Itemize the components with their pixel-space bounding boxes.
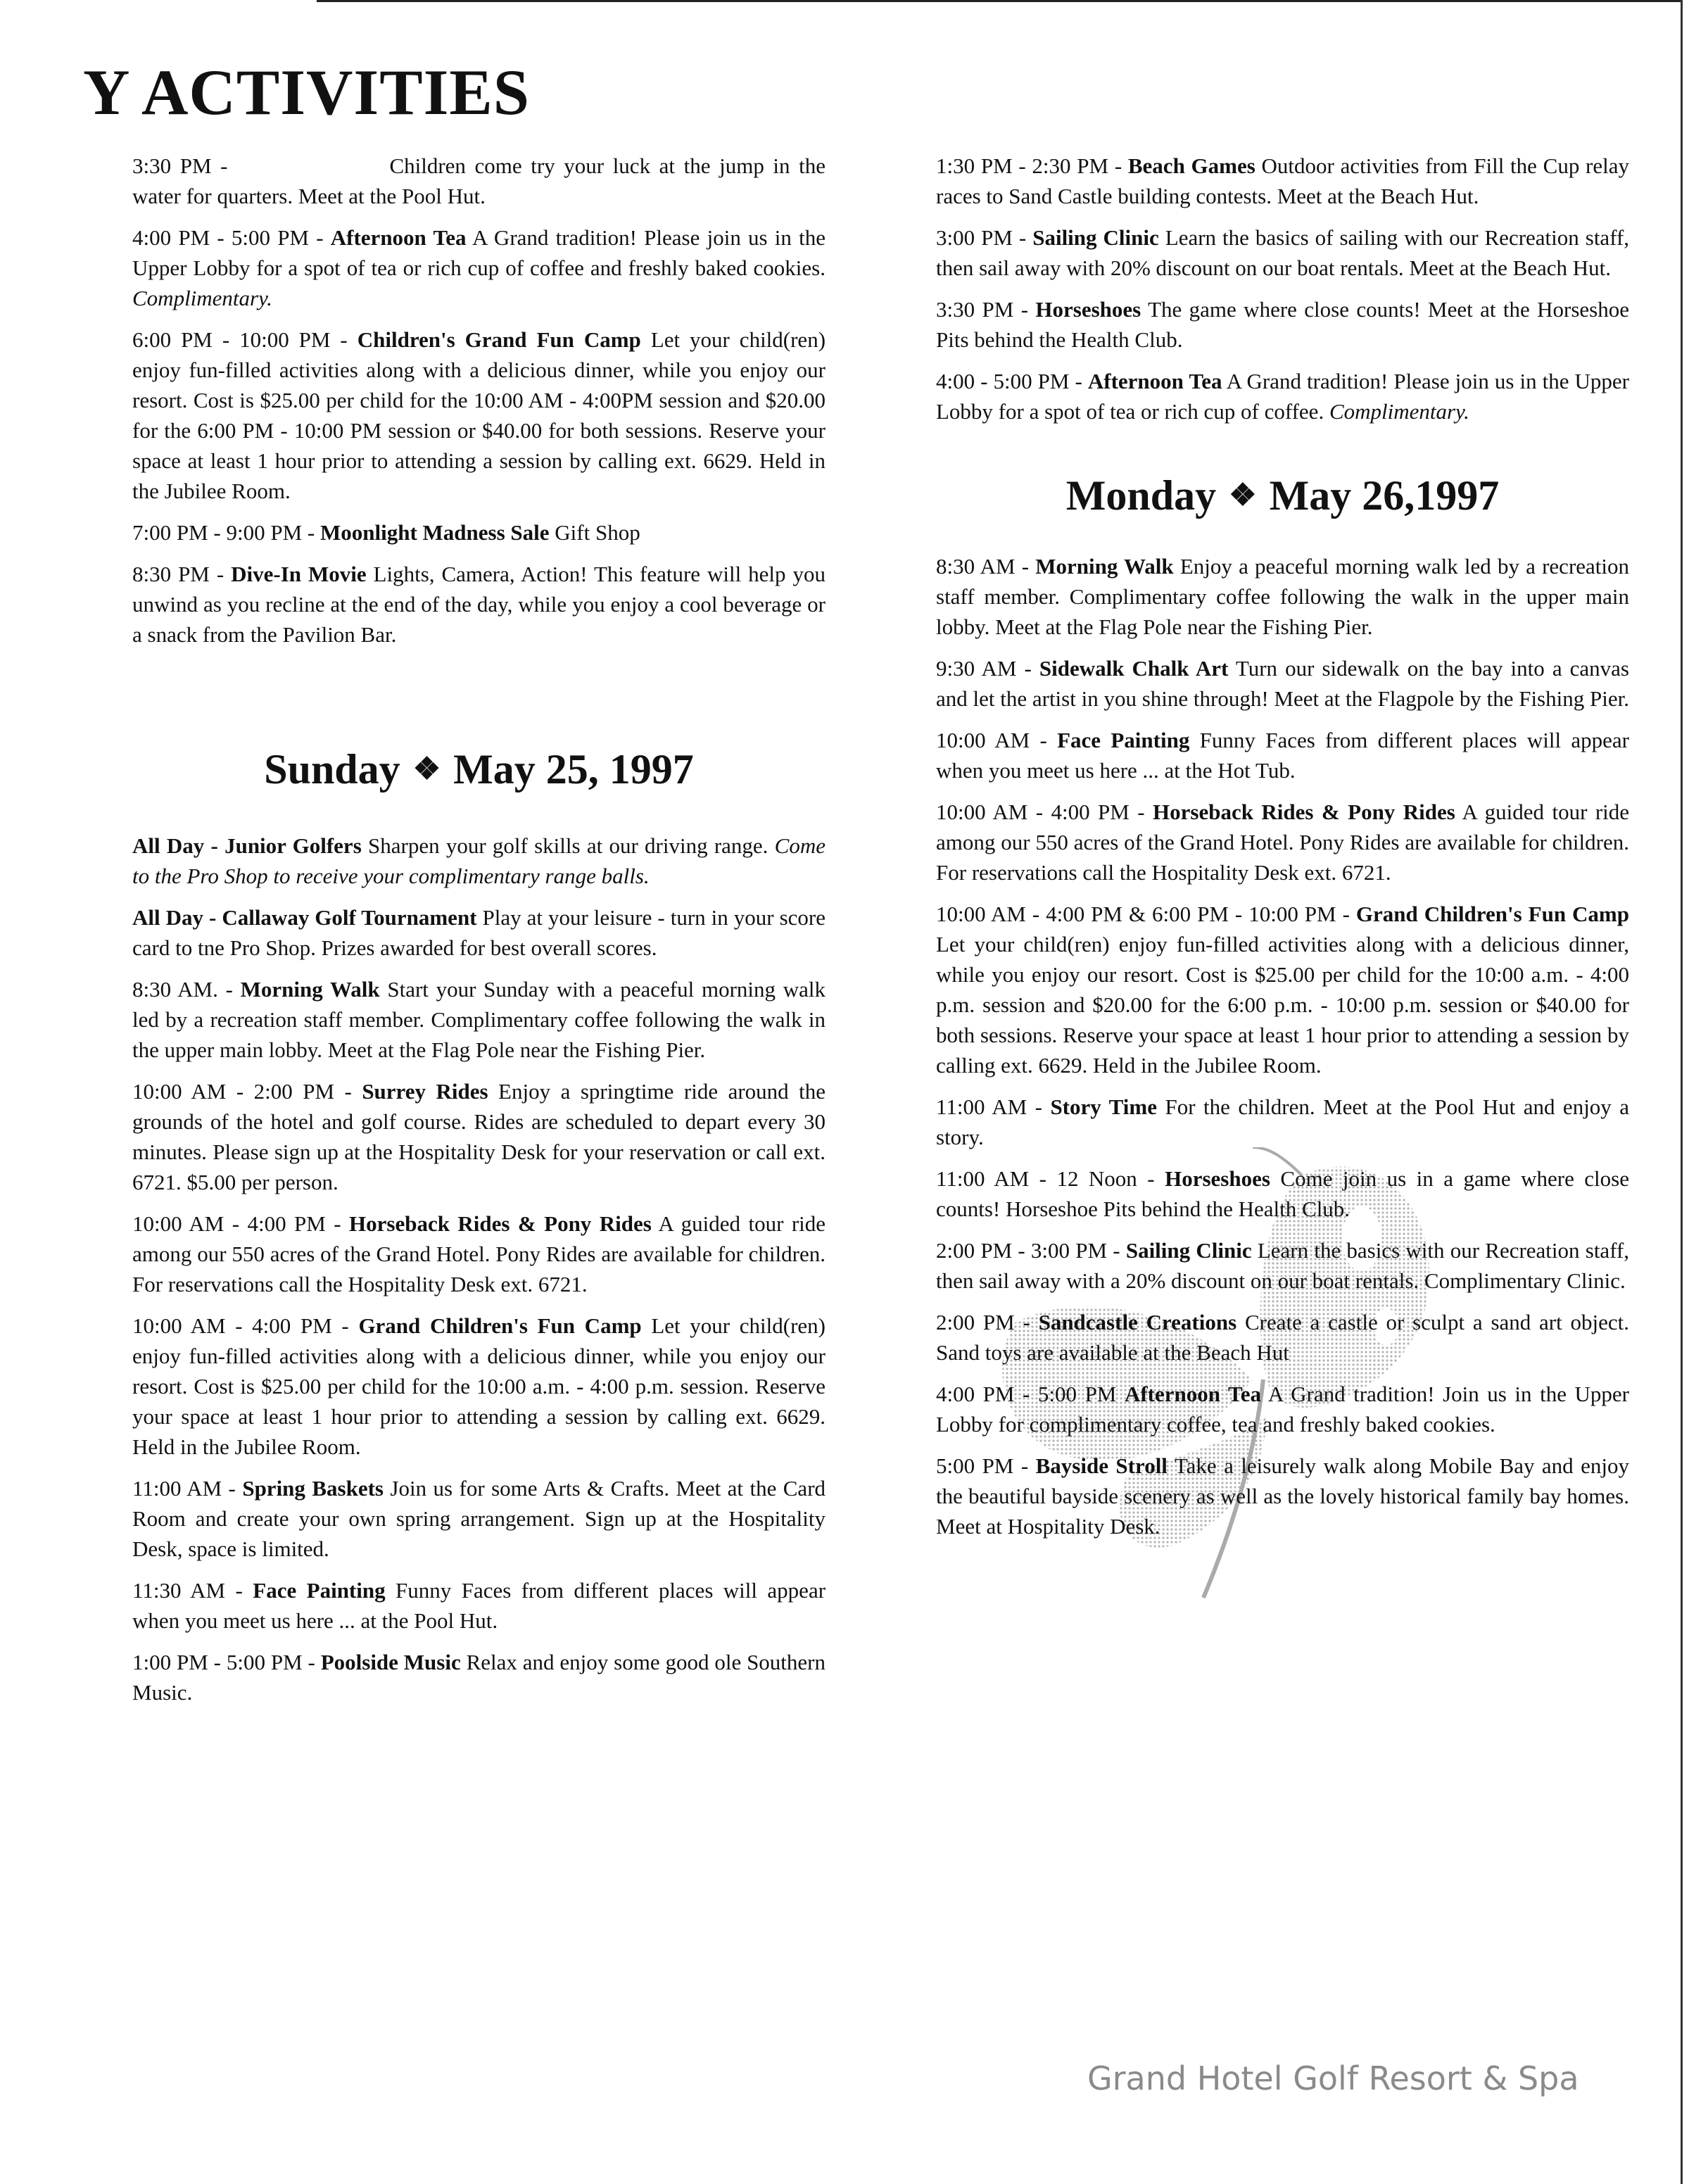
activity-time: 11:00 AM -: [132, 1476, 236, 1501]
sunday-heading: [132, 745, 825, 794]
activity-name: Grand Children's Fun Camp: [358, 1313, 642, 1338]
sunday-continued-list: [936, 151, 1629, 427]
activity-time: 4:00 PM - 5:00 PM -: [132, 225, 324, 250]
activity-entry: [936, 551, 1629, 642]
activity-entry: [132, 222, 825, 313]
activity-description: A Grand tradition! Join us in the Upper Lobby for complimentary coffee, tea and freshly baked cookies.: [936, 1382, 1629, 1437]
activity-name: Grand Children's Fun Camp: [1355, 902, 1629, 926]
activity-description: Outdoor activities from Fill the Cup relay races to Sand Castle building contests. Meet at the Beach Hut.: [936, 153, 1630, 208]
heading-date: May 26,1997: [1269, 472, 1500, 519]
activity-entry: [132, 1575, 825, 1636]
activity-note: Complimentary.: [1329, 399, 1469, 424]
sunday-activity-list: [132, 831, 825, 1708]
activity-entry: [132, 1473, 825, 1564]
activity-entry: [936, 222, 1629, 283]
activity-entry: [936, 1163, 1629, 1224]
monday-heading: [936, 472, 1629, 520]
activity-time: 11:30 AM -: [132, 1578, 243, 1603]
activity-entry: [132, 831, 825, 891]
activity-description: Funny Faces from different places will appear when you meet us here ... at the Hot Tub.: [936, 728, 1630, 783]
activity-name: Sidewalk Chalk Art: [1039, 656, 1229, 681]
activity-description: A Grand tradition! Please join us in the Upper Lobby for a spot of tea or rich cup of coffee and freshly baked cookies.: [132, 225, 825, 280]
activity-name: Moonlight Madness Sale: [320, 520, 550, 545]
activity-time: 2:00 PM -: [936, 1310, 1030, 1334]
activity-entry: [132, 324, 825, 506]
activity-name: Morning Walk: [1035, 554, 1174, 579]
activity-time: 8:30 PM -: [132, 562, 224, 586]
activity-name: Poolside Music: [320, 1650, 461, 1674]
activity-entry: [132, 1311, 825, 1462]
activity-name: Afternoon Tea: [1124, 1382, 1262, 1406]
activity-name: Horseshoes: [1035, 297, 1141, 322]
activity-time: 5:00 PM -: [936, 1453, 1029, 1478]
activity-name: Callaway Golf Tournament: [222, 905, 477, 930]
activity-description: Turn our sidewalk on the bay into a canvas and let the artist in you shine through! Meet at the Flagpole by the Fishing Pier.: [936, 656, 1629, 711]
activity-entry: [132, 151, 825, 211]
activity-time: 1:30 PM - 2:30 PM -: [936, 153, 1122, 178]
activity-name: Sandcastle Creations: [1038, 1310, 1237, 1334]
left-column: [132, 151, 825, 1719]
activity-time: 9:30 AM -: [936, 656, 1032, 681]
activity-entry: [936, 294, 1629, 355]
activity-time: 10:00 AM - 4:00 PM & 6:00 PM - 10:00 PM -: [936, 902, 1350, 926]
activity-time: All Day -: [132, 905, 217, 930]
activity-name: Horseshoes: [1165, 1166, 1270, 1191]
activity-entry: [936, 1451, 1629, 1541]
activity-time: 2:00 PM - 3:00 PM -: [936, 1238, 1120, 1263]
activity-time: 11:00 AM - 12 Noon -: [936, 1166, 1155, 1191]
monday-activity-list: [936, 551, 1629, 1541]
activity-name: Face Painting: [253, 1578, 386, 1603]
activity-entry: [936, 1379, 1629, 1439]
activity-name: Beach Games: [1127, 153, 1255, 178]
activity-description: Enjoy a springtime ride around the grounds of the hotel and golf course. Rides are scheduled to depart every 30 minutes. Please sign up at the Hospitality Desk for your reservation or call ext. 6721. $5.00 per person.: [132, 1079, 826, 1194]
activity-time: 10:00 AM - 4:00 PM -: [936, 800, 1145, 824]
page-title: Y ACTIVITIES: [83, 56, 530, 128]
activity-time: 7:00 PM - 9:00 PM -: [132, 520, 315, 545]
four-diamond-ornament-icon: ❖: [412, 752, 441, 786]
activity-time: 4:00 - 5:00 PM -: [936, 369, 1082, 393]
activity-entry: [936, 1235, 1629, 1296]
activity-time: 10:00 AM - 4:00 PM -: [132, 1313, 349, 1338]
activity-description: Enjoy a peaceful morning walk led by a recreation staff member. Complimentary coffee following the walk in the upper main lobby. Meet at the Flag Pole near the Fishing Pier.: [936, 554, 1630, 639]
activity-description: Let your child(ren) enjoy fun-filled activities along with a delicious dinner, while you enjoy our resort. Cost is $25.00 per child for the 10:00 a.m. - 4:00 p.m. session. Reserve your space at least 1 hour prior to attending a session by calling ext. 6629. Held in the Jubilee Room.: [132, 1313, 825, 1459]
activity-description: Start your Sunday with a peaceful morning walk led by a recreation staff member. Complimentary coffee following the walk in the upper main lobby. Meet at the Flag Pole near the Fishing Pier.: [132, 977, 826, 1062]
activity-time: 3:30 PM -: [936, 297, 1029, 322]
activity-entry: [936, 725, 1629, 785]
activity-note: Complimentary.: [132, 286, 272, 310]
activity-time: 10:00 AM -: [936, 728, 1047, 752]
saturday-continued-list: [132, 151, 825, 650]
activity-entry: [936, 899, 1629, 1080]
activity-entry: [936, 797, 1629, 888]
heading-day: Sunday: [264, 746, 400, 793]
activity-time: 8:30 AM -: [936, 554, 1030, 579]
activity-name: Sailing Clinic: [1032, 225, 1159, 250]
activity-entry: [936, 653, 1629, 714]
activity-name: Sailing Clinic: [1125, 1238, 1252, 1263]
heading-day: Monday: [1065, 472, 1217, 519]
activity-time: 8:30 AM. -: [132, 977, 233, 1002]
activity-name: Surrey Rides: [362, 1079, 488, 1104]
activity-entry: [132, 1647, 825, 1708]
activity-time: 4:00 PM - 5:00 PM: [936, 1382, 1117, 1406]
activity-description: A guided tour ride among our 550 acres of the Grand Hotel. Pony Rides are available for children. For reservations call the Hospitality Desk ext. 6721.: [936, 800, 1630, 885]
activity-description: Learn the basics with our Recreation staff, then sail away with a 20% discount on our boat rentals. Complimentary Clinic.: [936, 1238, 1630, 1293]
activity-name: Bayside Stroll: [1035, 1453, 1168, 1478]
activity-name: Story Time: [1050, 1094, 1157, 1119]
activity-time: 3:30 PM -: [132, 153, 228, 178]
activity-entry: [936, 1092, 1629, 1152]
activity-entry: [132, 517, 825, 548]
activity-name: Junior Golfers: [224, 833, 362, 858]
activity-name: Afternoon Tea: [330, 225, 467, 250]
activity-description: Sharpen your golf skills at our driving range.: [368, 833, 768, 858]
heading-date: May 25, 1997: [453, 746, 694, 793]
activity-name: Morning Walk: [240, 977, 380, 1002]
activity-time: 11:00 AM -: [936, 1094, 1042, 1119]
activity-time: 6:00 PM - 10:00 PM -: [132, 327, 348, 352]
activity-name: Spring Baskets: [242, 1476, 384, 1501]
activity-description: Let your child(ren) enjoy fun-filled activities along with a delicious dinner, while you enjoy our resort. Cost is $25.00 per child for the 10:00 a.m. - 4:00 p.m. session and $20.00 for the 6:00 p.m. - 10:00 p.m. session or $40.00 for both sessions. Reserve your space at least 1 hour prior to attending a session by calling ext. 6629. Held in the Jubilee Room.: [936, 932, 1629, 1078]
activity-entry: [936, 151, 1629, 211]
activity-description: A Grand tradition! Please join us in the Upper Lobby for a spot of tea or rich cup of coffee.: [936, 369, 1629, 424]
activity-description: The game where close counts! Meet at the Horseshoe Pits behind the Health Club.: [936, 297, 1629, 352]
top-rule: [317, 0, 1682, 2]
activity-entry: [132, 974, 825, 1065]
activity-name: Horseback Rides & Pony Rides: [349, 1211, 652, 1236]
four-diamond-ornament-icon: ❖: [1229, 478, 1257, 512]
activity-description: Relax and enjoy some good ole Southern Music.: [132, 1650, 826, 1705]
activity-description: For the children. Meet at the Pool Hut and enjoy a story.: [936, 1094, 1630, 1149]
activity-description: Let your child(ren) enjoy fun-filled activities along with a delicious dinner, while you enjoy our resort. Cost is $25.00 per child for the 10:00 AM - 4:00PM session and $20.00 for the 6:00 PM - 10:00 PM session or $40.00 for both sessions. Reserve your space at least 1 hour prior to attending a session by calling ext. 6629. Held in the Jubilee Room.: [132, 327, 826, 503]
activity-description: Create a castle or sculpt a sand art object. Sand toys are available at the Beach Hut: [936, 1310, 1630, 1365]
activity-time: All Day -: [132, 833, 218, 858]
activity-name: Children's Grand Fun Camp: [357, 327, 641, 352]
activity-name: Horseback Rides & Pony Rides: [1153, 800, 1455, 824]
footer-credit: Grand Hotel Golf Resort & Spa: [1087, 2059, 1579, 2097]
activity-description: Children come try your luck at the jump in the water for quarters. Meet at the Pool Hut.: [132, 153, 825, 208]
activity-description: Play at your leisure - turn in your score card to tne Pro Shop. Prizes awarded for best overall scores.: [132, 905, 826, 960]
activity-description: Take a leisurely walk along Mobile Bay and enjoy the beautiful bayside scenery as well as the lovely historical family bay homes. Meet at Hospitality Desk.: [936, 1453, 1630, 1539]
page-edge-rule: [1681, 0, 1683, 2184]
activity-description: A guided tour ride among our 550 acres of the Grand Hotel. Pony Rides are available for children. For reservations call the Hospitality Desk ext. 6721.: [132, 1211, 826, 1296]
activity-name: Afternoon Tea: [1087, 369, 1222, 393]
activity-time: 10:00 AM - 2:00 PM -: [132, 1079, 352, 1104]
right-column: [936, 151, 1629, 1553]
activity-name: Face Painting: [1057, 728, 1190, 752]
activity-description: Join us for some Arts & Crafts. Meet at the Card Room and create your own spring arrangement. Sign up at the Hospitality Desk, space is limited.: [132, 1476, 826, 1561]
activity-entry: [132, 559, 825, 650]
activity-time: 1:00 PM - 5:00 PM -: [132, 1650, 315, 1674]
activity-entry: [936, 1307, 1629, 1368]
activity-entry: [132, 902, 825, 963]
activity-description: Gift Shop: [555, 520, 640, 545]
activity-time: 3:00 PM -: [936, 225, 1027, 250]
activity-description: Come join us in a game where close counts! Horseshoe Pits behind the Health Club.: [936, 1166, 1629, 1221]
activity-note: Come to the Pro Shop to receive your complimentary range balls.: [132, 833, 825, 888]
activity-entry: [132, 1076, 825, 1197]
activity-description: Funny Faces from different places will appear when you meet us here ... at the Pool Hut.: [132, 1578, 826, 1633]
activity-time: 10:00 AM - 4:00 PM -: [132, 1211, 341, 1236]
activity-name: Dive-In Movie: [231, 562, 367, 586]
activity-description: Learn the basics of sailing with our Recreation staff, then sail away with 20% discount on our boat rentals. Meet at the Beach Hut.: [936, 225, 1630, 280]
activity-entry: [936, 366, 1629, 427]
activity-description: Lights, Camera, Action! This feature will help you unwind as you recline at the end of the day, while you enjoy a cool beverage or a snack from the Pavilion Bar.: [132, 562, 825, 647]
activity-entry: [132, 1208, 825, 1299]
